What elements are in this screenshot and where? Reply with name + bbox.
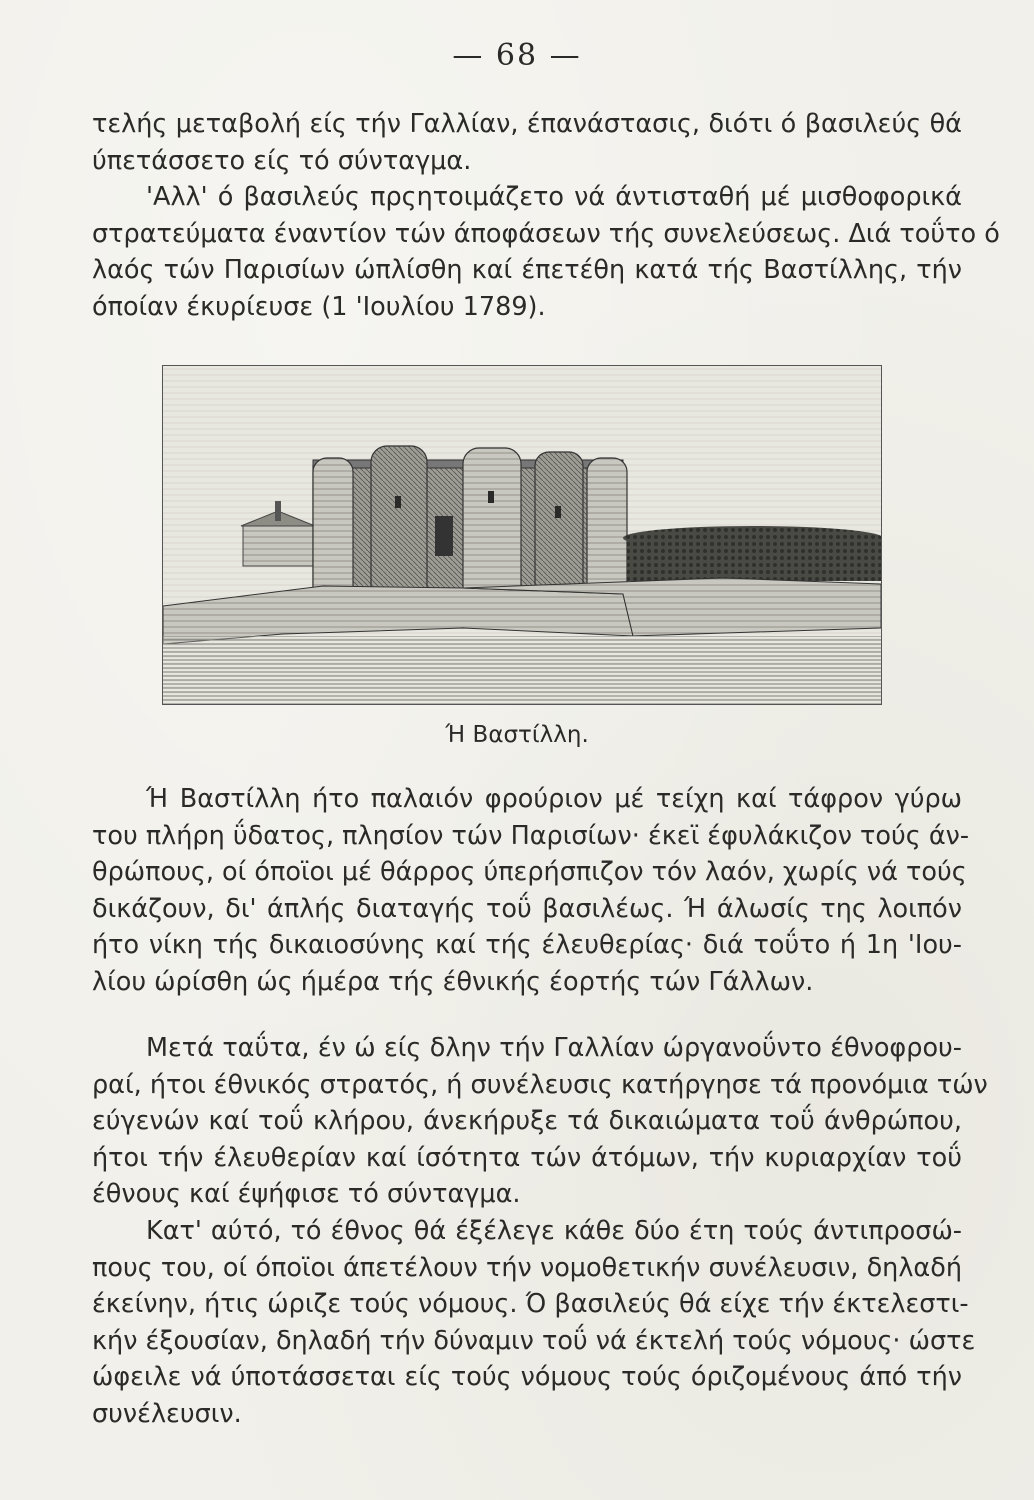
paragraph-1 — [92, 106, 1000, 326]
text-line: 'Αλλ' ό βασιλεύς πρςητοιμάζετο νά άντισταθή μέ μισθοφορικά — [146, 182, 962, 213]
text-line: πους του, οί όποϊοι άπετέλουν τήν νομοθετικήν συνέλευσιν, δηλαδή — [92, 1252, 962, 1283]
text-line: κήν έξουσίαν, δηλαδή τήν δύναμιν τοΰ νά έκτελή τούς νόμους· ώστε — [92, 1325, 976, 1356]
text-line: εύγενών καί τοΰ κλήρου, άνεκήρυξε τά δικαιώματα τοΰ άνθρώπου, — [92, 1106, 962, 1137]
page-number: — 68 — — [452, 38, 582, 73]
text-line: του πλήρη ΰδατος, πλησίον τών Παρισίων· έκεϊ έφυλάκιζον τούς άν- — [92, 820, 970, 851]
text-line: έκείνην, ήτις ώριζε τούς νόμους. Ό βασιλεύς θά είχε τήν έκτελεστι- — [92, 1289, 969, 1320]
text-line: στρατεύματα έναντίον τών άποφάσεων τής συνελεύσεως. Διά τοΰτο ό — [92, 218, 1000, 249]
text-line: λίου ώρίσθη ώς ήμέρα τής έθνικής έορτής τών Γάλλων. — [92, 966, 814, 997]
figure-caption: Ή Βαστίλλη. — [445, 722, 589, 748]
text-line: τελής μεταβολή είς τήν Γαλλίαν, έπανάστασις, διότι ό βασιλεύς θά — [92, 109, 962, 139]
paragraph-4 — [92, 1213, 976, 1433]
text-line: Ή Βαστίλλη ήτο παλαιόν φρούριον μέ τείχη καί τάφρον γύρω — [146, 784, 962, 814]
paragraph-2 — [92, 781, 970, 1001]
paragraph-3 — [92, 1030, 988, 1213]
text-line: συνέλευσιν. — [92, 1398, 242, 1429]
text-line: λαός τών Παρισίων ώπλίσθη καί έπετέθη κατά τής Βαστίλλης, τήν — [92, 255, 962, 286]
text-line: όποίαν έκυρίευσε (1 'Ιουλίου 1789). — [92, 291, 546, 322]
bastille-illustration — [162, 365, 882, 705]
text-line: θρώπους, οί όποϊοι μέ θάρρος ύπερήσπιζον τόν λαόν, χωρίς νά τούς — [92, 857, 967, 888]
text-line: ήτοι τήν έλευθερίαν καί ίσότητα τών άτόμων, τήν κυριαρχίαν τοΰ — [92, 1142, 962, 1173]
text-line: ώφειλε νά ύποτάσσεται είς τούς νόμους τούς όριζομένους άπό τήν — [92, 1362, 962, 1393]
text-line: έθνους καί έψήφισε τό σύνταγμα. — [92, 1179, 521, 1210]
text-line: ύπετάσσετο είς τό σύνταγμα. — [92, 145, 472, 176]
text-line: δικάζουν, δι' άπλής διαταγής τοΰ βασιλέως. Ή άλωσίς της λοιπόν — [92, 893, 962, 924]
text-line: ήτο νίκη τής δικαιοσύνης καί τής έλευθερίας· διά τοΰτο ή 1η 'Ιου- — [92, 930, 962, 961]
text-line: Κατ' αύτό, τό έθνος θά έξέλεγε κάθε δύο έτη τούς άντιπροσώ- — [146, 1216, 962, 1246]
text-line: Μετά ταΰτα, έν ώ είς δλην τήν Γαλλίαν ώργανοΰντο έθνοφρου- — [146, 1033, 962, 1063]
text-line: ραί, ήτοι έθνικός στρατός, ή συνέλευσις κατήργησε τά προνόμια τών — [92, 1069, 988, 1100]
